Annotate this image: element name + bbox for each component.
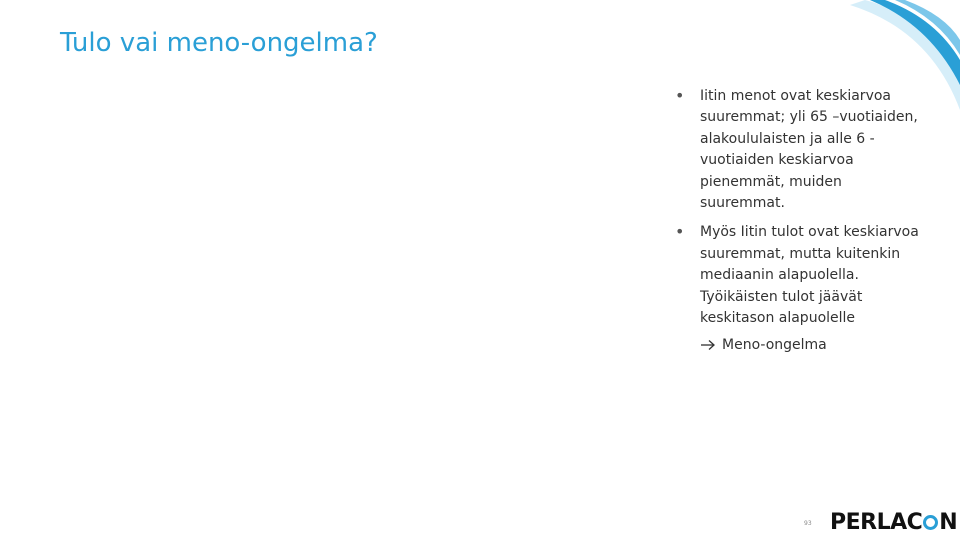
logo-o-ring-icon — [923, 515, 938, 530]
bullet-dot-icon: • — [675, 222, 685, 242]
bullet-text: Iitin menot ovat keskiarvoa suuremmat; yli 65 –vuotiaiden, alakoululaisten ja alle 6 -vuotiaiden keskiarvoa pienemmät, muiden suuremmat. — [700, 88, 918, 212]
perlacon-logo — [830, 510, 957, 535]
slide-title: Tulo vai meno-ongelma? — [60, 28, 378, 58]
bullet-dot-icon: • — [675, 86, 685, 105]
conclusion-text: Meno-ongelma — [722, 337, 827, 353]
bullet-list — [672, 86, 922, 337]
page-number: 93 — [804, 520, 812, 527]
right-arrow-icon — [700, 339, 716, 351]
logo-text-right: N — [939, 510, 958, 535]
bullet-item — [672, 222, 922, 329]
bullet-item — [672, 86, 922, 214]
bullet-text: Myös Iitin tulot ovat keskiarvoa suuremmat, mutta kuitenkin mediaanin alapuolella. Työikäisten tulot jäävät keskitason alapuolelle — [700, 224, 919, 327]
logo-text-left: PERLAC — [830, 510, 923, 535]
conclusion-line — [700, 337, 827, 353]
